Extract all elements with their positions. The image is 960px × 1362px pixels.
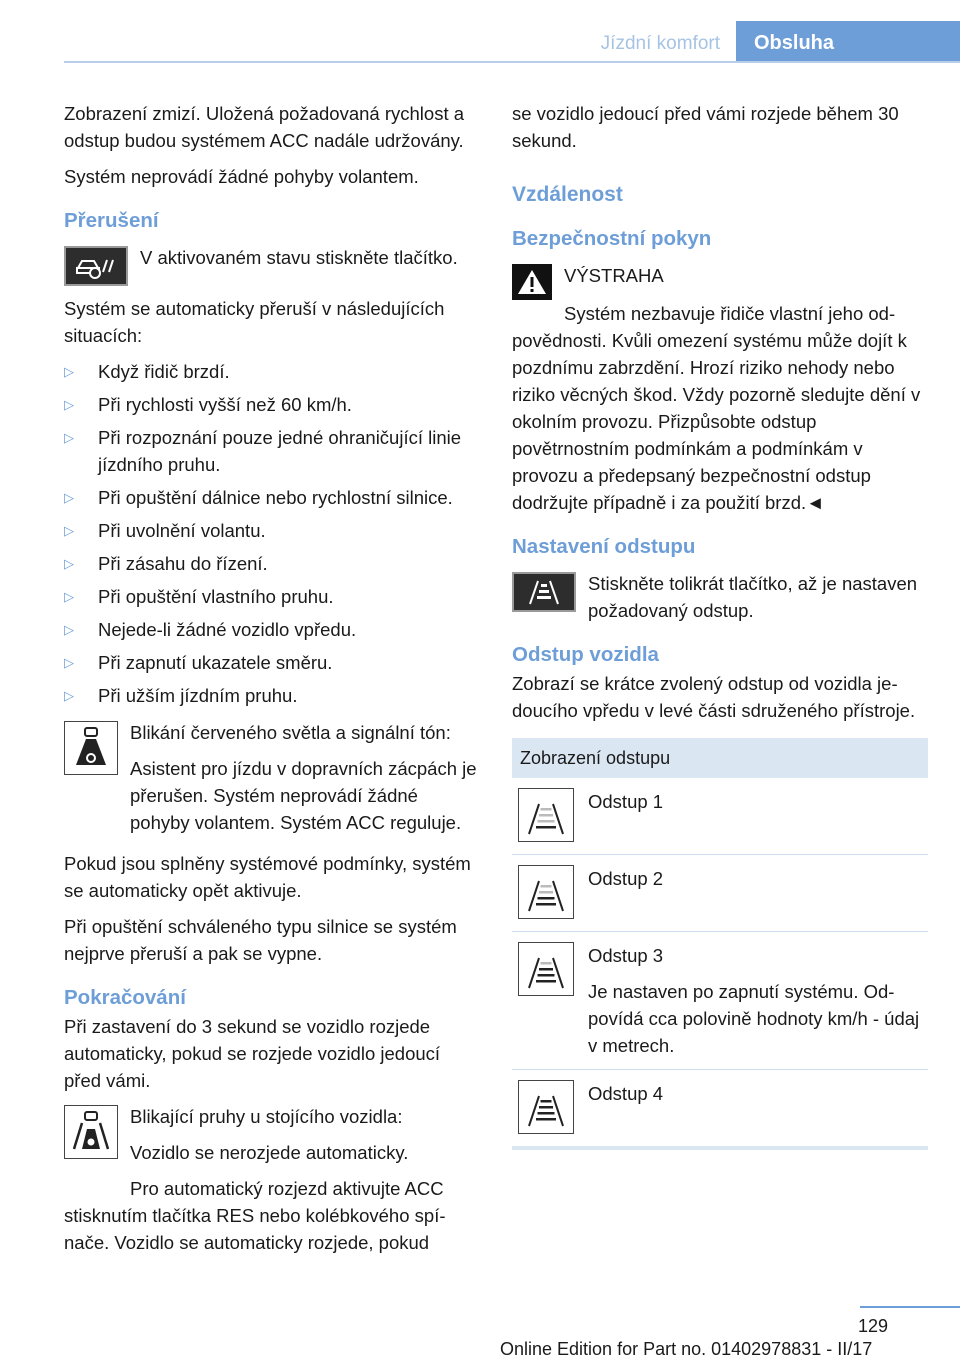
interrupt-instruction <box>64 244 482 286</box>
triangle-bullet-icon: ▷ <box>64 397 74 412</box>
table-header: Zobrazení odstupu <box>512 738 928 778</box>
table-row <box>512 778 928 855</box>
list-item: ▷ Když řidič brzdí. <box>64 358 482 385</box>
warning-triangle-icon <box>512 264 552 300</box>
paragraph: V aktivovaném stavu stiskněte tlačítko. <box>140 247 458 268</box>
table-row <box>512 855 928 932</box>
list-item: ▷ Při rozpoznání pouze jedné ohraničující linie jízdního pruhu. <box>64 424 482 478</box>
distance-1-bars-icon <box>518 788 574 842</box>
heading-setting: Nastavení odstupu <box>512 535 696 558</box>
paragraph: Asistent pro jízdu v dopravních zácpách je přerušen. Systém neprovádí žádné pohyby volantem. Systém ACC reguluje. <box>130 758 477 833</box>
paragraph: Vozidlo se nerozjede automaticky. <box>130 1142 409 1163</box>
list-item: ▷ Při zapnutí ukazatele směru. <box>64 649 482 676</box>
warning-title: VÝSTRAHA <box>564 265 664 286</box>
warning-block <box>512 262 928 300</box>
row-label: Odstup 1 <box>588 791 664 812</box>
paragraph: Stiskněte tolikrát tlačítko, až je nastaven požadovaný odstup. <box>588 573 918 621</box>
distance-display-table <box>512 738 928 1150</box>
paragraph: Při opuštění schváleného typu silnice se systém nejprve přeruší a pak se vypne. <box>64 916 457 964</box>
distance-button-icon <box>512 572 576 612</box>
header-rule <box>64 61 960 63</box>
table-row <box>512 932 928 1070</box>
triangle-bullet-icon: ▷ <box>64 688 74 703</box>
triangle-bullet-icon: ▷ <box>64 490 74 505</box>
row-note: Je nastaven po zapnutí systému. Odpovídá cca polovině hodnoty km/h - údaj v metrech. <box>588 981 920 1056</box>
triangle-bullet-icon: ▷ <box>64 556 74 571</box>
row-label: Odstup 2 <box>588 868 664 889</box>
header-chapter-tab: Obsluha <box>736 21 960 61</box>
table-row <box>512 1070 928 1146</box>
paragraph: Pro automatický rozjezd aktivujte ACC stisknutím tlačítka RES nebo kolébkového spínače. Vozidlo se automaticky rozjede, pokud <box>64 1178 446 1253</box>
setting-instruction <box>512 570 928 624</box>
paragraph: se vozidlo jedoucí před vámi rozjede během 30 sekund. <box>512 103 899 151</box>
footer-rule <box>860 1306 960 1308</box>
triangle-bullet-icon: ▷ <box>64 655 74 670</box>
list-item: ▷ Při uvolnění volantu. <box>64 517 482 544</box>
list-item: ▷ Při rychlosti vyšší než 60 km/h. <box>64 391 482 418</box>
distance-2-bars-icon <box>518 865 574 919</box>
paragraph: Systém se automaticky přeruší v následujících situacích: <box>64 298 445 346</box>
heading-vehicle-distance: Odstup vozidla <box>512 643 659 666</box>
blink-warning-block <box>64 719 482 836</box>
paragraph: Zobrazí se krátce zvolený odstup od vozidla jedoucího vpředu v levé části sdruženého přístroje. <box>512 673 916 721</box>
warning-text: Systém nezbavuje řidiče vlastní jeho odpovědnosti. Kvůli omezení systému může dojít k pozdnímu zabrzdění. Hrozí riziko nehody nebo riziko věcných škod. Vždy pozorně sledujte dění v okolním provozu. Přizpůsobte odstup povětrnostním podmínkám a podmínkám v provozu a předepsaný bezpečnostní odstup dodržujte případně i za použití brzd.◄ <box>512 303 921 513</box>
table-bottom-rule <box>512 1146 928 1150</box>
triangle-bullet-icon: ▷ <box>64 622 74 637</box>
triangle-bullet-icon: ▷ <box>64 430 74 445</box>
list-item: ▷ Při opuštění dálnice nebo rychlostní silnice. <box>64 484 482 511</box>
row-label: Odstup 4 <box>588 1083 664 1104</box>
heading-safety: Bezpečnostní pokyn <box>512 227 712 250</box>
list-item: ▷ Při zásahu do řízení. <box>64 550 482 577</box>
left-column <box>64 100 482 1265</box>
traffic-jam-assist-button-icon <box>64 246 128 286</box>
paragraph: Pokud jsou splněny systémové podmínky, systém se automaticky opět aktivuje. <box>64 853 471 901</box>
distance-3-bars-icon <box>518 942 574 996</box>
continue-block <box>64 1103 482 1175</box>
paragraph: Systém neprovádí žádné pohyby volantem. <box>64 166 419 187</box>
interrupt-conditions-list <box>64 358 482 709</box>
paragraph: Blikání červeného světla a signální tón: <box>130 722 451 743</box>
triangle-bullet-icon: ▷ <box>64 589 74 604</box>
row-label: Odstup 3 <box>588 945 664 966</box>
paragraph: Zobrazení zmizí. Uložená požadovaná rychlost a odstup budou systémem ACC nadále udržovány. <box>64 103 465 151</box>
right-column <box>512 100 928 1150</box>
heading-distance: Vzdálenost <box>512 183 623 206</box>
page-number: 129 <box>858 1316 889 1336</box>
list-item: ▷ Při opuštění vlastního pruhu. <box>64 583 482 610</box>
standing-vehicle-lanes-icon <box>64 1105 118 1159</box>
triangle-bullet-icon: ▷ <box>64 523 74 538</box>
triangle-bullet-icon: ▷ <box>64 364 74 379</box>
paragraph: Blikající pruhy u stojícího vozidla: <box>130 1106 403 1127</box>
header-section: Jízdní komfort <box>600 33 720 54</box>
heading-continue: Pokračování <box>64 986 186 1009</box>
heading-interrupt: Přerušení <box>64 209 159 232</box>
list-item: ▷ Při užším jízdním pruhu. <box>64 682 482 709</box>
distance-4-bars-icon <box>518 1080 574 1134</box>
edition-footer: Online Edition for Part no. 01402978831 - II/17 <box>500 1339 873 1359</box>
list-item: ▷ Nejede-li žádné vozidlo vpředu. <box>64 616 482 643</box>
paragraph: Při zastavení do 3 sekund se vozidlo rozjede automaticky, pokud se rozjede vozidlo jedoucí před vámi. <box>64 1016 441 1091</box>
